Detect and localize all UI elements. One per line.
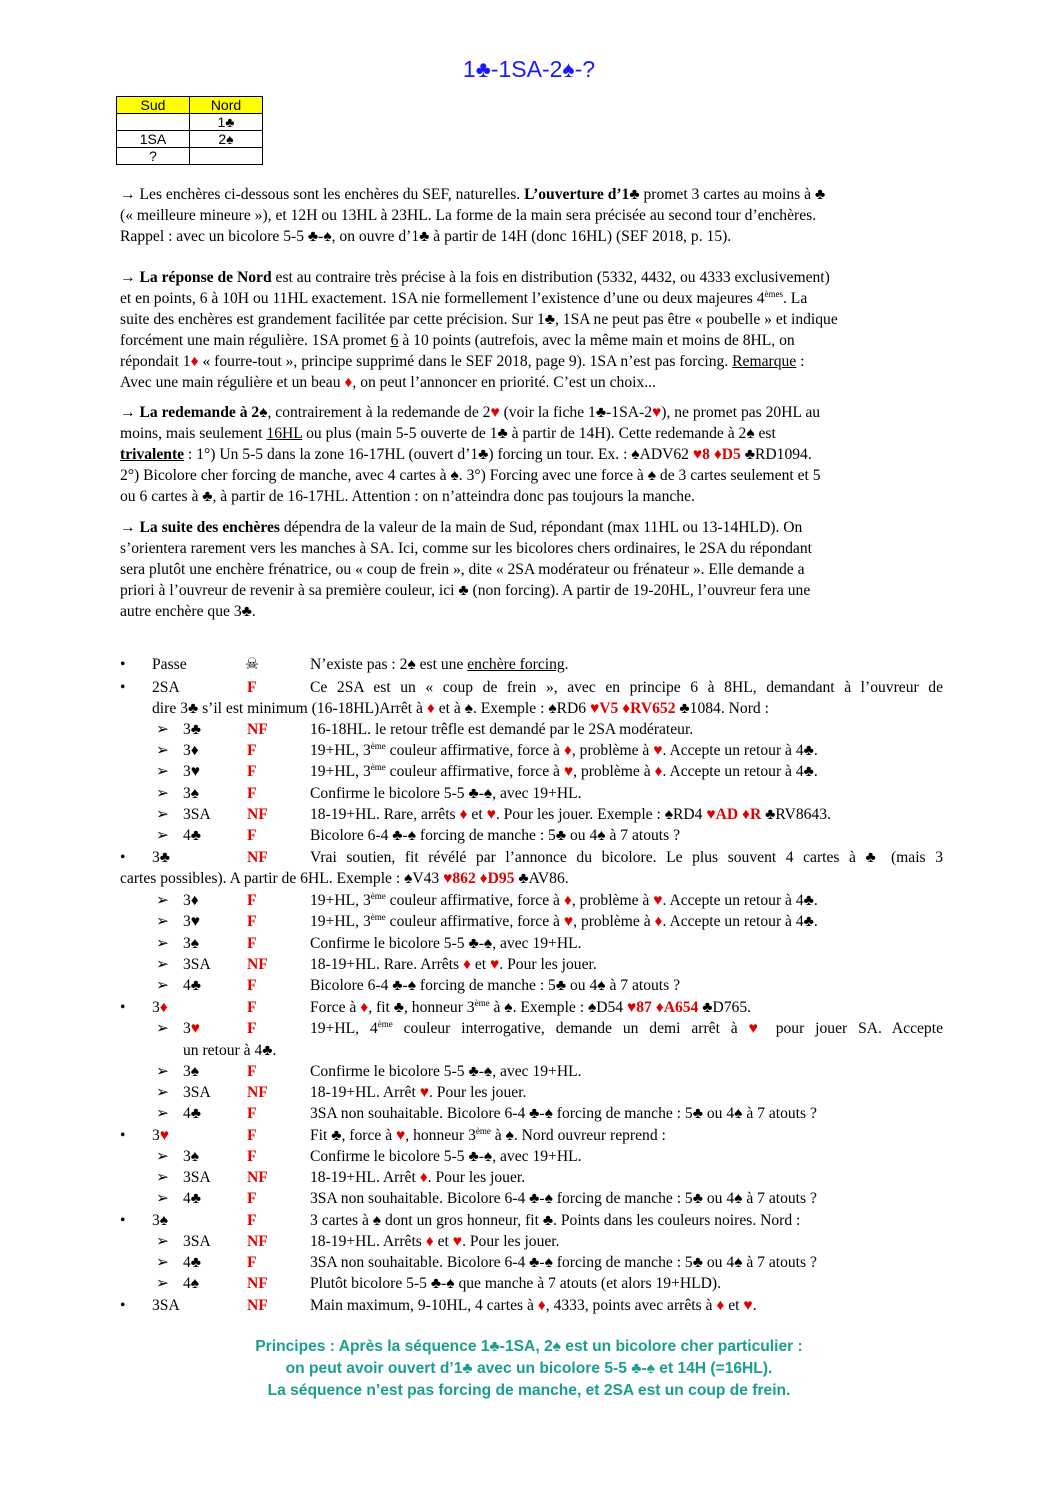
sub-item: ➢ 3SA NF 18-19+HL. Arrêt ♦. Pour les jouer. [156,1169,526,1186]
sub-item: ➢ 4♣ F Bicolore 6-4 ♣-♠ forcing de manche : 5♣ ou 4♠ à 7 atouts ? [156,827,681,844]
list-item-3sa: • 3SA NF Main maximum, 9-10HL, 4 cartes à ♦, 4333, points avec arrêts à ♦ et ♥. [120,1297,757,1314]
list-item-3c-cont: cartes possibles). A partir de 6HL. Exemple : ♠V43 ♥862 ♦D95 ♣AV86. [120,870,569,887]
sub-item: ➢ 3SA NF 18-19+HL. Arrêts ♦ et ♥. Pour les jouer. [156,1233,560,1250]
arrow-icon: ➢ [156,785,170,802]
sub-item-cont: un retour à 4♣. [183,1042,277,1059]
list-item-3d: • 3♦ F Force à ♦, fit ♣, honneur 3ème à ♠. Exemple : ♠D54 ♥87 ♦A654 ♣D765. [120,997,752,1016]
cell-nord-1: 1♣ [190,114,263,131]
bullet-icon: • [120,1212,126,1229]
cell-sud-1 [117,114,190,131]
sub-item: ➢ 4♣ F 3SA non souhaitable. Bicolore 6-4 ♣-♠ forcing de manche : 5♣ ou 4♠ à 7 atouts ? [156,1254,817,1271]
bullet-icon: • [120,679,126,696]
arrow-icon: ➢ [156,1169,170,1186]
list-item-2sa-cont: dire 3♣ s’il est minimum (16-18HL)Arrêt à ♦ et à ♠. Exemple : ♠RD6 ♥V5 ♦RV652 ♣1084. Nord : [152,700,769,717]
arrow-icon: ➢ [156,935,170,952]
list-item-3h: • 3♥ F Fit ♣, force à ♥, honneur 3ème à ♠. Nord ouvreur reprend : [120,1125,666,1144]
arrow-icon: ➢ [156,1190,170,1207]
sub-item: ➢ 4♣ F 3SA non souhaitable. Bicolore 6-4 ♣-♠ forcing de manche : 5♣ ou 4♠ à 7 atouts ? [156,1105,817,1122]
sub-item: ➢ 4♠ NF Plutôt bicolore 5-5 ♣-♠ que manche à 7 atouts (et alors 19+HLD). [156,1275,721,1292]
list-item-passe: • Passe ☠ N’existe pas : 2♠ est une enchère forcing. [120,656,569,673]
arrow-icon: ➢ [156,827,170,844]
bullet-icon: • [120,1127,126,1144]
sub-item: ➢ 3♥ F 19+HL, 3ème couleur affirmative, force à ♥, problème à ♦. Accepte un retour à 4♣. [156,911,818,930]
paragraph-response: → La réponse de Nord est au contraire très précise à la fois en distribution (5332, 4432, ou 4333 exclusivement) et en points, 6 à 10H ou 11HL exactement. 1SA nie formellement l’existence d’une ou deux majeures 4èmes. La suite des enchères est grandement facilitée par cette précision. Sur 1♣, 1SA ne peut pas être « poubelle » et indique forcément une main régulière. 1SA promet 6 à 10 points (autrefois, avec la même main et moins de 8HL, on répondait 1♦ « fourre-tout », principe supprimé dans le SEF 2018, page 9). 1SA n’est pas forcing. Remarque : Avec une main régulière et un beau ♦, on peut l’annoncer en priorité. C’est un choix... [120,269,838,391]
arrow-icon: ➢ [156,1105,170,1122]
paragraph-rebid: → La redemande à 2♠, contrairement à la redemande de 2♥ (voir la fiche 1♣-1SA-2♥), ne promet pas 20HL au moins, mais seulement 16HL ou plus (main 5-5 ouverte de 1♣ à partir de 14H). Cette redemande à 2♠ est trivalente : 1°) Un 5-5 dans la zone 16-17HL (ouvert d’1♣) forcing un tour. Ex. : ♠ADV62 ♥8 ♦D5 ♣RD1094. 2°) Bicolore cher forcing de manche, avec 4 cartes à ♠. 3°) Forcing avec une force à ♠ de 3 cartes seulement et 5 ou 6 cartes à ♣, à partir de 16-17HL. Attention : on n’atteindra donc pas toujours la manche. [120,404,821,505]
header-nord: Nord [190,97,263,114]
bullet-icon: • [120,849,126,866]
sub-item: ➢ 4♣ F 3SA non souhaitable. Bicolore 6-4 ♣-♠ forcing de manche : 5♣ ou 4♠ à 7 atouts ? [156,1190,817,1207]
sub-item: ➢ 3♥ F 19+HL, 3ème couleur affirmative, force à ♥, problème à ♦. Accepte un retour à 4♣. [156,761,818,780]
sub-item: ➢ 3♣ NF 16-18HL. le retour trêfle est demandé par le 2SA modérateur. [156,721,694,738]
bullet-icon: • [120,1297,126,1314]
sub-item: ➢ 3♠ F Confirme le bicolore 5-5 ♣-♠, avec 19+HL. [156,935,582,952]
cell-nord-2: 2♠ [190,131,263,148]
principle-line: La séquence n’est pas forcing de manche, et 2SA est un coup de frein. [267,1382,791,1399]
arrow-icon: ➢ [156,1233,170,1250]
page-title: 1♣-1SA-2♠-? [462,56,596,82]
arrow-icon: ➢ [156,956,170,973]
skull-icon: ☠ [245,656,259,673]
arrow-icon: ➢ [156,1063,170,1080]
principle-line: on peut avoir ouvert d’1♣ avec un bicolore 5-5 ♣-♠ et 14H (=16HL). [285,1360,773,1377]
principle-line: Principes : Après la séquence 1♣-1SA, 2♠ est un bicolore cher particulier : [255,1338,803,1355]
sub-item: ➢ 3♠ F Confirme le bicolore 5-5 ♣-♠, avec 19+HL. [156,1148,582,1165]
sub-item: ➢ 3SA NF 18-19+HL. Rare, arrêts ♦ et ♥. Pour les jouer. Exemple : ♠RD4 ♥AD ♦R ♣RV8643. [156,806,831,823]
paragraph-continuation: → La suite des enchères dépendra de la valeur de la main de Sud, répondant (max 11HL ou 13-14HLD). On s’orientera rarement vers les manches à SA. Ici, comme sur les bicolores chers ordinaires, le 2SA du répondant sera plutôt une enchère frénatrice, ou « coup de frein », dite « 2SA modérateur ou frénateur ». Elle demande a priori à l’ouvreur de revenir à sa première couleur, ici ♣ (non forcing). A partir de 19-20HL, l’ouvreur fera une autre enchère que 3♣. [120,519,812,620]
list-item-3c: • 3♣ NF Vrai soutien, fit révélé par l’annonce du bicolore. Le plus souvent 4 cartes à ♣ (mais 3 [120,849,943,866]
arrow-icon: ➢ [156,1020,170,1037]
arrow-icon: ➢ [156,1084,170,1101]
sub-item: ➢ 4♣ F Bicolore 6-4 ♣-♠ forcing de manche : 5♣ ou 4♠ à 7 atouts ? [156,977,681,994]
sub-item: ➢ 3♥ F 19+HL, 4ème couleur interrogative, demande un demi arrêt à ♥ pour jouer SA. Accepte [156,1018,943,1037]
cell-sud-2: 1SA [117,131,190,148]
arrow-icon: ➢ [156,742,170,759]
sub-item: ➢ 3♠ F Confirme le bicolore 5-5 ♣-♠, avec 19+HL. [156,1063,582,1080]
arrow-icon: ➢ [156,1148,170,1165]
sub-item: ➢ 3♦ F 19+HL, 3ème couleur affirmative, force à ♦, problème à ♥. Accepte un retour à 4♣. [156,890,818,909]
sub-item: ➢ 3SA NF 18-19+HL. Rare. Arrêts ♦ et ♥. Pour les jouer. [156,956,597,973]
cell-sud-3: ? [117,148,190,165]
header-sud: Sud [117,97,190,114]
arrow-icon: ➢ [156,806,170,823]
bullet-icon: • [120,656,126,673]
arrow-icon: ➢ [156,913,170,930]
arrow-icon: ➢ [156,1275,170,1292]
bullet-icon: • [120,999,126,1016]
arrow-icon: ➢ [156,892,170,909]
sub-item: ➢ 3♦ F 19+HL, 3ème couleur affirmative, force à ♦, problème à ♥. Accepte un retour à 4♣. [156,740,818,759]
sub-item: ➢ 3♠ F Confirme le bicolore 5-5 ♣-♠, avec 19+HL. [156,785,582,802]
arrow-icon: ➢ [156,763,170,780]
paragraph-opening: → Les enchères ci-dessous sont les enchères du SEF, naturelles. L’ouverture d’1♣ promet 3 cartes au moins à ♣ (« meilleure mineure »), et 12H ou 13HL à 23HL. La forme de la main sera précisée au second tour d’enchères. Rappel : avec un bicolore 5-5 ♣-♠, on ouvre d’1♣ à partir de 14H (donc 16HL) (SEF 2018, p. 15). [120,186,826,245]
bidding-table [116,96,263,165]
sub-item: ➢ 3SA NF 18-19+HL. Arrêt ♥. Pour les jouer. [156,1084,527,1101]
principles-box [0,1336,1058,1402]
arrow-icon: ➢ [156,721,170,738]
arrow-icon: ➢ [156,1254,170,1271]
list-item-3s: • 3♠ F 3 cartes à ♠ dont un gros honneur, fit ♣. Points dans les couleurs noires. Nord : [120,1212,801,1229]
list-item-2sa: • 2SA F Ce 2SA est un « coup de frein », avec en principe 6 à 8HL, demandant à l’ouvreur de [120,679,943,696]
cell-nord-3 [190,148,263,165]
arrow-icon: ➢ [156,977,170,994]
